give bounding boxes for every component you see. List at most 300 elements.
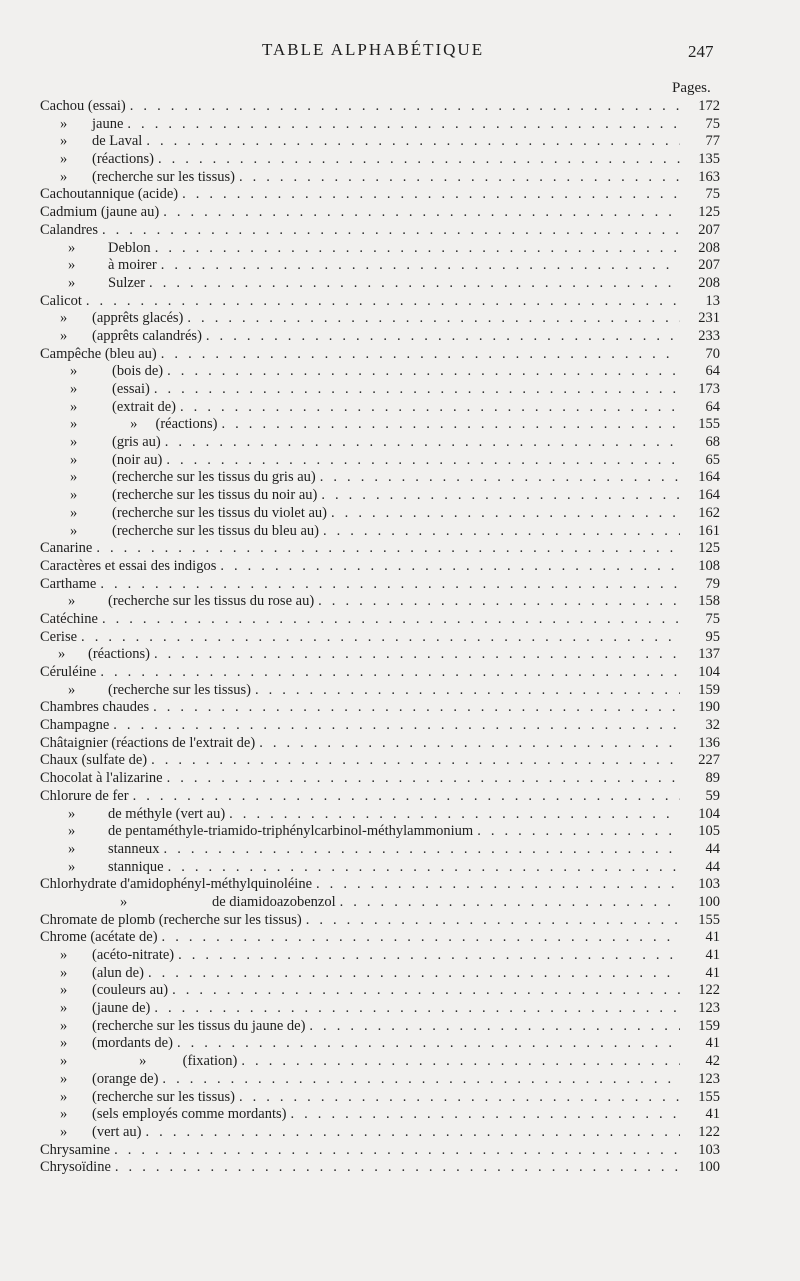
index-term-text: » (fixation) <box>92 1053 238 1070</box>
index-term <box>40 186 178 204</box>
dot-leader <box>163 204 680 222</box>
index-page-ref: 79 <box>705 575 720 592</box>
index-list <box>40 98 720 1177</box>
index-entry <box>40 646 720 664</box>
index-term-text: (alun de) <box>92 964 144 981</box>
index-page-ref: 173 <box>698 381 720 397</box>
index-entry <box>40 1089 720 1107</box>
index-term-text: (recherche sur les tissus) <box>92 1088 235 1105</box>
index-term-text: (recherche sur les tissus du bleu au) <box>112 522 319 539</box>
index-page-ref: 32 <box>705 717 720 734</box>
index-page-ref: 77 <box>705 133 720 150</box>
index-term-text: Céruléine <box>40 664 97 680</box>
index-page-ref: 75 <box>705 610 720 627</box>
index-entry <box>40 1071 720 1089</box>
index-term-text: de méthyle (vert au) <box>108 805 226 822</box>
index-term-text: Calicot <box>40 292 82 309</box>
index-term <box>40 982 168 1000</box>
dot-leader <box>206 328 680 346</box>
dot-leader <box>113 717 680 735</box>
index-term-text: Cerise <box>40 628 78 645</box>
dot-leader <box>151 752 680 770</box>
dot-leader <box>130 98 680 116</box>
index-entry <box>40 186 720 204</box>
index-term <box>40 646 150 664</box>
ditto-mark: » <box>120 893 128 910</box>
ditto-mark: » <box>70 398 78 415</box>
dot-leader <box>180 399 680 417</box>
index-entry <box>40 363 720 381</box>
index-entry <box>40 699 720 717</box>
ditto-mark: » <box>68 257 76 274</box>
index-term <box>40 1000 150 1018</box>
index-term-text: (recherche sur les tissus du noir au) <box>112 487 318 504</box>
index-page-ref: 100 <box>698 893 720 910</box>
dot-leader <box>86 293 680 311</box>
dot-leader <box>331 505 680 523</box>
index-entry <box>40 452 720 470</box>
index-term-text: Cachou (essai) <box>40 98 126 114</box>
index-page-ref: 208 <box>698 274 720 291</box>
index-page-ref: 13 <box>705 292 720 309</box>
index-page-ref: 158 <box>698 593 720 610</box>
ditto-mark: » <box>60 310 68 327</box>
index-term-text: Châtaignier (réactions de l'extrait de) <box>40 734 256 751</box>
index-term-text: (orange de) <box>92 1070 159 1087</box>
index-entry <box>40 293 720 311</box>
index-entry <box>40 876 720 894</box>
index-term <box>40 859 164 877</box>
index-term-text: Chrome (acétate de) <box>40 929 158 946</box>
index-term-text: à moirer <box>108 257 157 274</box>
index-entry <box>40 752 720 770</box>
index-page-ref: 64 <box>705 363 720 380</box>
dot-leader <box>154 1000 680 1018</box>
index-entry <box>40 859 720 877</box>
index-term <box>40 151 154 169</box>
index-term-text: (gris au) <box>112 434 161 451</box>
dot-leader <box>153 699 680 717</box>
dot-leader <box>168 859 680 877</box>
index-page-ref: 100 <box>698 1159 720 1176</box>
index-term-text: de Laval <box>92 133 143 150</box>
index-term-text: (jaune de) <box>92 1000 151 1017</box>
index-entry <box>40 1053 720 1071</box>
index-page-ref: 231 <box>698 310 720 327</box>
index-page-ref: 41 <box>705 929 720 946</box>
index-term <box>40 275 145 293</box>
running-title: TABLE ALPHABÉTIQUE <box>262 40 485 59</box>
index-term <box>40 1053 237 1071</box>
index-page-ref: 103 <box>698 1141 720 1158</box>
index-page-ref: 41 <box>705 1106 720 1123</box>
dot-leader <box>164 841 680 859</box>
index-term <box>40 770 163 788</box>
index-entry <box>40 982 720 1000</box>
ditto-mark: » <box>60 1035 68 1052</box>
index-page-ref: 227 <box>698 752 720 769</box>
index-entry <box>40 806 720 824</box>
index-entry <box>40 222 720 240</box>
dot-leader <box>96 540 680 558</box>
dot-leader <box>154 646 680 664</box>
index-term <box>40 505 327 523</box>
index-term-text: (recherche sur les tissus du gris au) <box>112 469 316 486</box>
index-page-ref: 68 <box>705 434 720 451</box>
index-term <box>40 1124 142 1142</box>
dot-leader <box>229 806 680 824</box>
index-page-ref: 70 <box>705 345 720 362</box>
index-term <box>40 717 109 735</box>
index-page-ref: 105 <box>698 823 720 840</box>
index-term-text: (essai) <box>112 381 150 397</box>
index-term <box>40 240 151 258</box>
dot-leader <box>291 1106 681 1124</box>
index-term-text: Chlorure de fer <box>40 787 129 804</box>
index-term <box>40 576 96 594</box>
dot-leader <box>477 823 680 841</box>
index-page-ref: 233 <box>698 327 720 344</box>
index-page-ref: 207 <box>698 257 720 274</box>
dot-leader <box>100 576 680 594</box>
dot-leader <box>321 487 680 505</box>
index-entry <box>40 275 720 293</box>
index-page-ref: 122 <box>698 982 720 999</box>
index-term <box>40 98 126 116</box>
index-term <box>40 222 98 240</box>
index-term-text: (apprêts calandrés) <box>92 327 202 344</box>
index-term <box>40 894 336 912</box>
index-term-text: Canarine <box>40 540 93 557</box>
index-term <box>40 611 98 629</box>
index-term <box>40 434 161 452</box>
pages-column-label: Pages. <box>672 80 711 96</box>
ditto-mark: » <box>70 504 78 521</box>
index-term <box>40 664 96 682</box>
ditto-mark: » <box>70 451 78 468</box>
index-term-text: (recherche sur les tissus) <box>92 168 235 185</box>
ditto-mark: » <box>68 858 76 875</box>
index-page-ref: 162 <box>698 504 720 521</box>
index-entry <box>40 735 720 753</box>
index-term-text: (réactions) <box>88 646 150 663</box>
index-term-text: Calandres <box>40 221 98 238</box>
index-term-text: Chambres chaudes <box>40 699 150 716</box>
index-entry <box>40 1142 720 1160</box>
index-entry <box>40 169 720 187</box>
index-term-text: (extrait de) <box>112 398 177 415</box>
index-page-ref: 164 <box>698 487 720 504</box>
dot-leader <box>162 929 680 947</box>
index-page-ref: 104 <box>698 805 720 822</box>
index-term <box>40 310 183 328</box>
index-term-text: (sels employés comme mordants) <box>92 1106 287 1123</box>
dot-leader <box>340 894 680 912</box>
index-entry <box>40 611 720 629</box>
ditto-mark: » <box>70 469 78 486</box>
index-entry <box>40 912 720 930</box>
index-term <box>40 682 251 700</box>
index-term <box>40 1159 111 1177</box>
dot-leader <box>167 363 680 381</box>
index-term <box>40 169 235 187</box>
index-entry <box>40 629 720 647</box>
index-page-ref: 190 <box>698 699 720 716</box>
index-term <box>40 452 162 470</box>
index-entry <box>40 328 720 346</box>
index-term <box>40 965 144 983</box>
index-entry <box>40 505 720 523</box>
index-page-ref: 41 <box>705 947 720 963</box>
index-page-ref: 122 <box>698 1123 720 1140</box>
index-entry <box>40 257 720 275</box>
index-term-text: Sulzer <box>108 274 146 291</box>
index-term-text: Cachoutannique (acide) <box>40 186 179 203</box>
index-entry <box>40 151 720 169</box>
index-term <box>40 257 157 275</box>
index-page-ref: 41 <box>705 964 720 981</box>
index-page-ref: 164 <box>698 469 720 486</box>
index-page-ref: 207 <box>698 221 720 238</box>
index-entry <box>40 1124 720 1142</box>
dot-leader <box>187 310 680 328</box>
index-page-ref: 161 <box>698 522 720 539</box>
index-page-ref: 95 <box>705 628 720 645</box>
index-term <box>40 929 158 947</box>
dot-leader <box>167 770 680 788</box>
index-term-text: (apprêts glacés) <box>92 310 184 327</box>
index-term-text: stannique <box>108 858 164 875</box>
index-term-text: (bois de) <box>112 363 164 380</box>
ditto-mark: » <box>68 805 76 822</box>
index-page-ref: 103 <box>698 876 720 893</box>
index-term-text: Chocolat à l'alizarine <box>40 770 163 787</box>
dot-leader <box>149 275 680 293</box>
index-term <box>40 204 159 222</box>
ditto-mark: » <box>70 416 78 433</box>
index-entry <box>40 487 720 505</box>
index-page-ref: 155 <box>698 416 720 433</box>
dot-leader <box>155 240 680 258</box>
index-page-ref: 159 <box>698 681 720 698</box>
index-term <box>40 947 174 965</box>
index-entry <box>40 399 720 417</box>
index-page-ref: 42 <box>705 1053 720 1070</box>
index-term <box>40 328 202 346</box>
index-entry <box>40 540 720 558</box>
index-page-ref: 172 <box>698 98 720 114</box>
index-term <box>40 116 123 134</box>
dot-leader <box>306 912 680 930</box>
index-entry <box>40 381 720 399</box>
index-term-text: Champagne <box>40 717 110 734</box>
index-term-text: (réactions) <box>92 151 154 168</box>
dot-leader <box>178 947 680 965</box>
index-page-ref: 163 <box>698 168 720 185</box>
dot-leader <box>133 788 680 806</box>
index-term-text: (recherche sur les tissus) <box>108 681 251 698</box>
page-number: 247 <box>688 42 714 61</box>
index-term <box>40 346 157 364</box>
ditto-mark: » <box>70 363 78 380</box>
index-term <box>40 735 255 753</box>
index-page-ref: 123 <box>698 1070 720 1087</box>
index-term-text: Carthame <box>40 575 97 592</box>
index-term <box>40 1106 287 1124</box>
ditto-mark: » <box>60 1000 68 1017</box>
index-page-ref: 104 <box>698 664 720 680</box>
index-page-ref: 44 <box>705 858 720 875</box>
ditto-mark: » <box>70 381 78 397</box>
dot-leader <box>172 982 680 1000</box>
index-term <box>40 293 82 311</box>
index-term <box>40 1071 158 1089</box>
index-entry <box>40 965 720 983</box>
index-term-text: Cadmium (jaune au) <box>40 204 160 221</box>
ditto-mark: » <box>60 947 68 963</box>
ditto-mark: » <box>60 1088 68 1105</box>
index-entry <box>40 469 720 487</box>
index-page-ref: 64 <box>705 398 720 415</box>
index-entry <box>40 416 720 434</box>
dot-leader <box>81 629 680 647</box>
ditto-mark: » <box>60 133 68 150</box>
index-entry <box>40 346 720 364</box>
ditto-mark: » <box>58 646 66 663</box>
index-entry <box>40 523 720 541</box>
ditto-mark: » <box>60 1106 68 1123</box>
index-page-ref: 41 <box>705 1035 720 1052</box>
ditto-mark: » <box>60 1123 68 1140</box>
dot-leader <box>102 611 680 629</box>
ditto-mark: » <box>68 274 76 291</box>
dot-leader <box>182 186 680 204</box>
dot-leader <box>146 1124 680 1142</box>
ditto-mark: » <box>60 168 68 185</box>
index-entry <box>40 240 720 258</box>
index-term <box>40 381 150 399</box>
index-term-text: jaune <box>92 115 124 132</box>
index-term <box>40 593 314 611</box>
dot-leader <box>114 1142 680 1160</box>
index-term <box>40 699 149 717</box>
index-entry <box>40 947 720 965</box>
dot-leader <box>239 169 680 187</box>
index-entry <box>40 310 720 328</box>
index-term-text: (vert au) <box>92 1123 142 1140</box>
ditto-mark: » <box>68 681 76 698</box>
dot-leader <box>127 116 680 134</box>
index-term-text: Chaux (sulfate de) <box>40 752 148 769</box>
dot-leader <box>154 381 680 399</box>
ditto-mark: » <box>60 327 68 344</box>
index-term-text: (couleurs au) <box>92 982 169 999</box>
index-term <box>40 1089 235 1107</box>
index-term <box>40 1142 110 1160</box>
dot-leader <box>323 523 680 541</box>
index-entry <box>40 929 720 947</box>
index-term-text: Caractères et essai des indigos <box>40 557 217 574</box>
index-page-ref: 59 <box>705 787 720 804</box>
index-entry <box>40 98 720 116</box>
dot-leader <box>102 222 680 240</box>
ditto-mark: » <box>60 151 68 168</box>
index-term-text: (noir au) <box>112 451 163 468</box>
index-term <box>40 133 142 151</box>
index-term <box>40 912 302 930</box>
index-term-text: Chrysamine <box>40 1141 111 1158</box>
index-page-ref: 65 <box>705 451 720 468</box>
index-term <box>40 540 92 558</box>
index-page-ref: 125 <box>698 540 720 557</box>
page-header <box>0 40 800 68</box>
index-page-ref: 155 <box>698 1088 720 1105</box>
dot-leader <box>320 469 680 487</box>
dot-leader <box>146 133 680 151</box>
ditto-mark: » <box>60 1053 68 1070</box>
dot-leader <box>255 682 680 700</box>
index-entry <box>40 204 720 222</box>
dot-leader <box>100 664 680 682</box>
index-page-ref: 75 <box>705 186 720 203</box>
index-term-text: » (réactions) <box>112 416 218 433</box>
dot-leader <box>239 1089 680 1107</box>
index-term <box>40 363 163 381</box>
index-term-text: Catéchine <box>40 610 98 627</box>
index-page-ref: 208 <box>698 239 720 256</box>
index-entry <box>40 558 720 576</box>
index-entry <box>40 1159 720 1177</box>
dot-leader <box>222 416 681 434</box>
index-term <box>40 416 218 434</box>
dot-leader <box>148 965 680 983</box>
index-entry <box>40 841 720 859</box>
index-term-text: Chlorhydrate d'amidophényl-méthylquinoléine <box>40 876 313 893</box>
dot-leader <box>161 257 680 275</box>
index-page-ref: 135 <box>698 151 720 168</box>
dot-leader <box>166 452 680 470</box>
dot-leader <box>316 876 680 894</box>
index-entry <box>40 664 720 682</box>
index-page-ref: 89 <box>705 770 720 787</box>
ditto-mark: » <box>70 522 78 539</box>
index-term <box>40 1018 305 1036</box>
index-term <box>40 823 473 841</box>
index-entry <box>40 1018 720 1036</box>
index-page-ref: 137 <box>698 646 720 663</box>
index-page-ref: 155 <box>698 911 720 928</box>
index-entry <box>40 1000 720 1018</box>
index-term <box>40 1035 173 1053</box>
dot-leader <box>115 1159 680 1177</box>
index-term-text: Deblon <box>108 239 151 256</box>
index-page-ref: 75 <box>705 115 720 132</box>
index-entry <box>40 1106 720 1124</box>
index-entry <box>40 770 720 788</box>
index-term <box>40 876 312 894</box>
dot-leader <box>220 558 680 576</box>
index-term <box>40 629 77 647</box>
index-term-text: (mordants de) <box>92 1035 173 1052</box>
ditto-mark: » <box>60 1017 68 1034</box>
index-entry <box>40 788 720 806</box>
ditto-mark: » <box>60 982 68 999</box>
dot-leader <box>158 151 680 169</box>
index-term <box>40 806 225 824</box>
index-term <box>40 523 319 541</box>
ditto-mark: » <box>70 487 78 504</box>
dot-leader <box>177 1035 680 1053</box>
